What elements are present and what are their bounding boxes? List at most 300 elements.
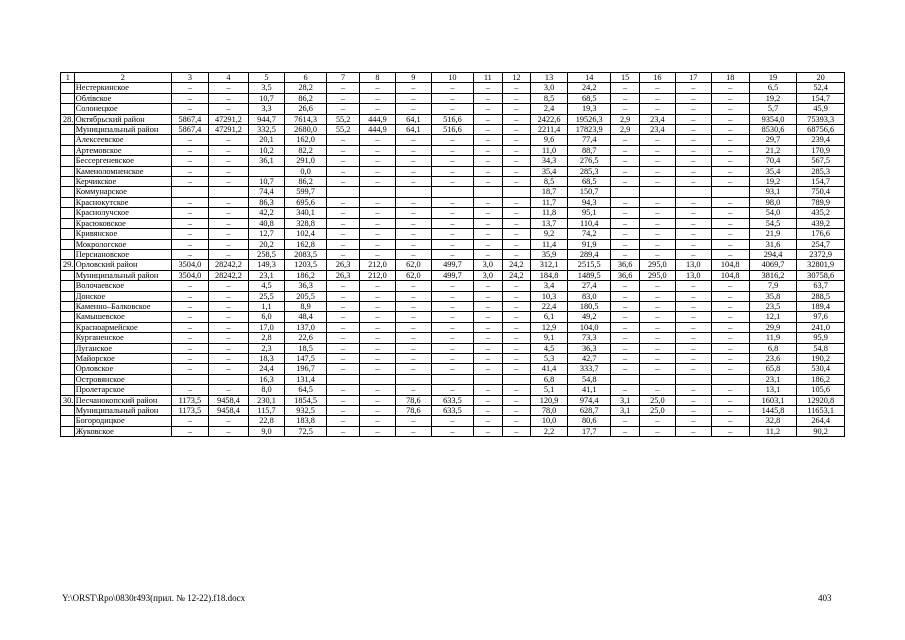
value-cell: 104,0 bbox=[568, 322, 611, 332]
value-cell: – bbox=[711, 93, 749, 103]
value-cell: – bbox=[431, 93, 473, 103]
value-cell: – bbox=[431, 83, 473, 93]
value-cell: 104,8 bbox=[711, 270, 749, 280]
value-cell: 5,1 bbox=[531, 385, 568, 395]
settlement-name: Каменно–Балковское bbox=[74, 301, 171, 311]
value-cell: 24,4 bbox=[249, 364, 285, 374]
value-cell: – bbox=[327, 229, 360, 239]
value-cell: 32,8 bbox=[749, 416, 797, 426]
value-cell: – bbox=[474, 395, 503, 405]
value-cell: – bbox=[639, 145, 675, 155]
value-cell: – bbox=[502, 218, 531, 228]
settlement-name: Орловский район bbox=[74, 260, 171, 270]
value-cell: 54,8 bbox=[797, 343, 845, 353]
header-cell: 16 bbox=[639, 73, 675, 83]
value-cell: – bbox=[208, 104, 248, 114]
value-cell: – bbox=[611, 333, 640, 343]
value-cell: – bbox=[675, 145, 711, 155]
value-cell: 12,7 bbox=[249, 229, 285, 239]
value-cell: 5,7 bbox=[749, 104, 797, 114]
value-cell: 3,5 bbox=[249, 83, 285, 93]
value-cell: – bbox=[171, 322, 208, 332]
value-cell: – bbox=[208, 93, 248, 103]
value-cell: – bbox=[675, 249, 711, 259]
value-cell: – bbox=[711, 104, 749, 114]
value-cell: – bbox=[675, 114, 711, 124]
value-cell: – bbox=[675, 312, 711, 322]
value-cell: 439,2 bbox=[797, 218, 845, 228]
value-cell bbox=[171, 374, 208, 384]
value-cell: – bbox=[474, 145, 503, 155]
value-cell: 23,5 bbox=[749, 301, 797, 311]
settlement-name: Солонецкое bbox=[74, 104, 171, 114]
value-cell: 88,7 bbox=[568, 145, 611, 155]
value-cell: – bbox=[327, 322, 360, 332]
value-cell: 294,4 bbox=[749, 249, 797, 259]
value-cell: – bbox=[208, 353, 248, 363]
value-cell: 13,0 bbox=[675, 270, 711, 280]
value-cell: – bbox=[675, 177, 711, 187]
value-cell: 6,8 bbox=[531, 374, 568, 384]
value-cell: – bbox=[502, 93, 531, 103]
value-cell: 65,8 bbox=[749, 364, 797, 374]
value-cell: – bbox=[502, 343, 531, 353]
table-row bbox=[61, 301, 845, 311]
value-cell: 41,1 bbox=[568, 385, 611, 395]
value-cell: 86,3 bbox=[249, 197, 285, 207]
value-cell: – bbox=[474, 333, 503, 343]
settlement-name: Мокрологское bbox=[74, 239, 171, 249]
row-number bbox=[61, 83, 75, 93]
value-cell: 21,9 bbox=[749, 229, 797, 239]
value-cell: 20,2 bbox=[249, 239, 285, 249]
value-cell: – bbox=[327, 426, 360, 436]
value-cell: – bbox=[431, 239, 473, 249]
value-cell: – bbox=[208, 343, 248, 353]
value-cell: – bbox=[711, 218, 749, 228]
value-cell: – bbox=[474, 197, 503, 207]
value-cell: – bbox=[639, 301, 675, 311]
table-row bbox=[61, 166, 845, 176]
value-cell: 196,7 bbox=[284, 364, 326, 374]
value-cell: – bbox=[502, 291, 531, 301]
value-cell: 180,5 bbox=[568, 301, 611, 311]
value-cell: – bbox=[639, 229, 675, 239]
value-cell: – bbox=[639, 93, 675, 103]
value-cell: – bbox=[171, 426, 208, 436]
value-cell: – bbox=[675, 406, 711, 416]
value-cell bbox=[249, 166, 285, 176]
value-cell: 241,0 bbox=[797, 322, 845, 332]
value-cell: 102,4 bbox=[284, 229, 326, 239]
value-cell: – bbox=[502, 385, 531, 395]
header-cell: 13 bbox=[531, 73, 568, 83]
value-cell: 68,5 bbox=[568, 93, 611, 103]
value-cell: 328,8 bbox=[284, 218, 326, 228]
value-cell: 2,8 bbox=[249, 333, 285, 343]
value-cell: – bbox=[431, 426, 473, 436]
value-cell: – bbox=[711, 385, 749, 395]
value-cell: – bbox=[611, 343, 640, 353]
value-cell: 4069,7 bbox=[749, 260, 797, 270]
settlement-name: Красноармейское bbox=[74, 322, 171, 332]
value-cell: – bbox=[639, 166, 675, 176]
value-cell: 23,6 bbox=[749, 353, 797, 363]
value-cell: 78,0 bbox=[531, 406, 568, 416]
header-cell: 18 bbox=[711, 73, 749, 83]
value-cell: 64,5 bbox=[284, 385, 326, 395]
value-cell: 45,9 bbox=[797, 104, 845, 114]
value-cell bbox=[359, 374, 395, 384]
settlement-name: Муниципальный район bbox=[74, 125, 171, 135]
settlement-name: Керчикское bbox=[74, 177, 171, 187]
value-cell: 1173,5 bbox=[171, 406, 208, 416]
value-cell: 3,1 bbox=[611, 406, 640, 416]
value-cell: 2083,5 bbox=[284, 249, 326, 259]
value-cell: 9,2 bbox=[531, 229, 568, 239]
value-cell: – bbox=[711, 197, 749, 207]
value-cell: – bbox=[639, 291, 675, 301]
value-cell bbox=[431, 187, 473, 197]
value-cell: 149,3 bbox=[249, 260, 285, 270]
value-cell: – bbox=[395, 301, 431, 311]
row-number bbox=[61, 416, 75, 426]
value-cell: – bbox=[474, 218, 503, 228]
row-number bbox=[61, 281, 75, 291]
value-cell: – bbox=[611, 364, 640, 374]
value-cell: 5867,4 bbox=[171, 114, 208, 124]
value-cell: – bbox=[359, 218, 395, 228]
value-cell: – bbox=[431, 281, 473, 291]
value-cell: 276,5 bbox=[568, 156, 611, 166]
value-cell: – bbox=[208, 166, 248, 176]
settlement-name: Краснолучское bbox=[74, 208, 171, 218]
value-cell: 137,0 bbox=[284, 322, 326, 332]
value-cell: – bbox=[431, 177, 473, 187]
value-cell: 78,6 bbox=[395, 406, 431, 416]
value-cell bbox=[675, 187, 711, 197]
value-cell: – bbox=[711, 364, 749, 374]
value-cell bbox=[611, 374, 640, 384]
value-cell: – bbox=[675, 416, 711, 426]
row-number bbox=[61, 291, 75, 301]
value-cell: 628,7 bbox=[568, 406, 611, 416]
value-cell: – bbox=[611, 93, 640, 103]
value-cell: – bbox=[474, 208, 503, 218]
settlement-name: Камышевское bbox=[74, 312, 171, 322]
value-cell: – bbox=[675, 322, 711, 332]
table-row bbox=[61, 229, 845, 239]
value-cell: – bbox=[327, 364, 360, 374]
value-cell: – bbox=[395, 281, 431, 291]
value-cell: 340,1 bbox=[284, 208, 326, 218]
value-cell: 1445,8 bbox=[749, 406, 797, 416]
value-cell: – bbox=[359, 364, 395, 374]
value-cell: 332,5 bbox=[249, 125, 285, 135]
value-cell: – bbox=[711, 395, 749, 405]
row-number: 29. bbox=[61, 260, 75, 270]
value-cell: 264,4 bbox=[797, 416, 845, 426]
row-number bbox=[61, 374, 75, 384]
value-cell: 9,1 bbox=[531, 333, 568, 343]
value-cell: – bbox=[611, 83, 640, 93]
header-cell: 12 bbox=[502, 73, 531, 83]
table-row bbox=[61, 260, 845, 270]
row-number: 30. bbox=[61, 395, 75, 405]
value-cell: – bbox=[431, 385, 473, 395]
value-cell: – bbox=[327, 104, 360, 114]
settlement-name: Курганенское bbox=[74, 333, 171, 343]
value-cell: – bbox=[171, 208, 208, 218]
value-cell: – bbox=[171, 249, 208, 259]
value-cell: – bbox=[711, 249, 749, 259]
value-cell: – bbox=[639, 83, 675, 93]
value-cell: – bbox=[675, 104, 711, 114]
value-cell: – bbox=[395, 156, 431, 166]
value-cell bbox=[711, 374, 749, 384]
row-number bbox=[61, 166, 75, 176]
value-cell: – bbox=[431, 301, 473, 311]
value-cell: – bbox=[711, 343, 749, 353]
value-cell: – bbox=[171, 229, 208, 239]
value-cell: – bbox=[474, 156, 503, 166]
value-cell: – bbox=[711, 301, 749, 311]
value-cell: – bbox=[611, 166, 640, 176]
value-cell: – bbox=[502, 353, 531, 363]
row-number bbox=[61, 426, 75, 436]
value-cell: – bbox=[675, 364, 711, 374]
header-cell: 19 bbox=[749, 73, 797, 83]
value-cell: 289,4 bbox=[568, 249, 611, 259]
value-cell: – bbox=[675, 197, 711, 207]
header-row bbox=[61, 73, 845, 83]
value-cell: – bbox=[395, 93, 431, 103]
value-cell bbox=[639, 187, 675, 197]
value-cell: – bbox=[327, 135, 360, 145]
value-cell: 295,0 bbox=[639, 260, 675, 270]
value-cell: 499,7 bbox=[431, 260, 473, 270]
value-cell: – bbox=[474, 312, 503, 322]
settlement-name: Богородицкое bbox=[74, 416, 171, 426]
value-cell: 11,0 bbox=[531, 145, 568, 155]
value-cell: 9458,4 bbox=[208, 406, 248, 416]
value-cell: – bbox=[395, 177, 431, 187]
value-cell: – bbox=[431, 135, 473, 145]
header-cell: 20 bbox=[797, 73, 845, 83]
value-cell: – bbox=[474, 343, 503, 353]
value-cell: – bbox=[639, 312, 675, 322]
row-number bbox=[61, 197, 75, 207]
value-cell: – bbox=[611, 385, 640, 395]
value-cell: 68756,6 bbox=[797, 125, 845, 135]
value-cell: – bbox=[611, 135, 640, 145]
value-cell: – bbox=[327, 312, 360, 322]
value-cell: – bbox=[711, 229, 749, 239]
value-cell: – bbox=[431, 218, 473, 228]
value-cell: – bbox=[359, 406, 395, 416]
value-cell: 24,2 bbox=[502, 260, 531, 270]
value-cell: – bbox=[431, 353, 473, 363]
value-cell: – bbox=[327, 145, 360, 155]
settlement-name: Облівское bbox=[74, 93, 171, 103]
row-number bbox=[61, 343, 75, 353]
settlement-name: Алексеевское bbox=[74, 135, 171, 145]
value-cell: 170,9 bbox=[797, 145, 845, 155]
value-cell: 23,4 bbox=[639, 125, 675, 135]
settlement-name: Красюковское bbox=[74, 218, 171, 228]
table-row bbox=[61, 343, 845, 353]
value-cell: – bbox=[359, 426, 395, 436]
header-cell: 14 bbox=[568, 73, 611, 83]
value-cell: 2,9 bbox=[611, 125, 640, 135]
value-cell: 36,6 bbox=[611, 260, 640, 270]
value-cell: 54,0 bbox=[749, 208, 797, 218]
table-row bbox=[61, 249, 845, 259]
row-number bbox=[61, 385, 75, 395]
value-cell: – bbox=[711, 312, 749, 322]
value-cell: 154,7 bbox=[797, 93, 845, 103]
value-cell: – bbox=[611, 322, 640, 332]
table-row bbox=[61, 145, 845, 155]
value-cell: – bbox=[502, 125, 531, 135]
value-cell: – bbox=[639, 333, 675, 343]
value-cell: – bbox=[171, 301, 208, 311]
value-cell: – bbox=[359, 177, 395, 187]
value-cell: 444,9 bbox=[359, 114, 395, 124]
value-cell: 9354,0 bbox=[749, 114, 797, 124]
row-number bbox=[61, 104, 75, 114]
value-cell: – bbox=[359, 301, 395, 311]
value-cell: – bbox=[639, 353, 675, 363]
value-cell: – bbox=[502, 416, 531, 426]
value-cell: – bbox=[171, 177, 208, 187]
row-number bbox=[61, 229, 75, 239]
value-cell: 86,2 bbox=[284, 93, 326, 103]
value-cell: 34,3 bbox=[531, 156, 568, 166]
value-cell: – bbox=[171, 156, 208, 166]
row-number bbox=[61, 239, 75, 249]
value-cell: 254,7 bbox=[797, 239, 845, 249]
table-row bbox=[61, 406, 845, 416]
value-cell: 28,2 bbox=[284, 83, 326, 93]
value-cell: 12920,8 bbox=[797, 395, 845, 405]
table-row bbox=[61, 93, 845, 103]
value-cell: – bbox=[611, 301, 640, 311]
value-cell: 22,4 bbox=[531, 301, 568, 311]
value-cell: 291,0 bbox=[284, 156, 326, 166]
table-row bbox=[61, 197, 845, 207]
value-cell: – bbox=[502, 364, 531, 374]
table-row bbox=[61, 114, 845, 124]
value-cell: – bbox=[171, 312, 208, 322]
row-number bbox=[61, 249, 75, 259]
value-cell: 64,1 bbox=[395, 125, 431, 135]
settlement-name: Кривянское bbox=[74, 229, 171, 239]
value-cell: – bbox=[611, 426, 640, 436]
value-cell: – bbox=[171, 353, 208, 363]
value-cell: 974,4 bbox=[568, 395, 611, 405]
value-cell: 12,9 bbox=[531, 322, 568, 332]
value-cell: – bbox=[431, 229, 473, 239]
value-cell: – bbox=[208, 312, 248, 322]
value-cell: – bbox=[208, 291, 248, 301]
value-cell: 4,5 bbox=[249, 281, 285, 291]
value-cell: 35,4 bbox=[531, 166, 568, 176]
value-cell: – bbox=[675, 156, 711, 166]
value-cell: – bbox=[431, 343, 473, 353]
value-cell: – bbox=[327, 416, 360, 426]
value-cell: – bbox=[431, 291, 473, 301]
table-row bbox=[61, 291, 845, 301]
value-cell: – bbox=[474, 83, 503, 93]
value-cell: 52,4 bbox=[797, 83, 845, 93]
value-cell: 11,8 bbox=[531, 208, 568, 218]
value-cell: – bbox=[395, 239, 431, 249]
value-cell: 36,1 bbox=[249, 156, 285, 166]
value-cell: – bbox=[327, 208, 360, 218]
value-cell: – bbox=[639, 249, 675, 259]
value-cell: – bbox=[359, 333, 395, 343]
value-cell: 189,4 bbox=[797, 301, 845, 311]
value-cell: 184,8 bbox=[531, 270, 568, 280]
value-cell: 312,1 bbox=[531, 260, 568, 270]
row-number bbox=[61, 353, 75, 363]
table-row bbox=[61, 218, 845, 228]
value-cell: 19,2 bbox=[749, 177, 797, 187]
value-cell: – bbox=[611, 239, 640, 249]
value-cell: 176,6 bbox=[797, 229, 845, 239]
value-cell: – bbox=[502, 114, 531, 124]
value-cell: – bbox=[359, 322, 395, 332]
row-number bbox=[61, 145, 75, 155]
value-cell: 18,7 bbox=[531, 187, 568, 197]
value-cell: 3,0 bbox=[531, 83, 568, 93]
value-cell: – bbox=[208, 239, 248, 249]
value-cell bbox=[395, 374, 431, 384]
value-cell: 55,2 bbox=[327, 114, 360, 124]
value-cell: 10,3 bbox=[531, 291, 568, 301]
value-cell: – bbox=[395, 135, 431, 145]
row-number bbox=[61, 187, 75, 197]
value-cell: 13,7 bbox=[531, 218, 568, 228]
value-cell bbox=[171, 187, 208, 197]
value-cell: – bbox=[359, 104, 395, 114]
value-cell: – bbox=[639, 281, 675, 291]
value-cell: 40,8 bbox=[249, 218, 285, 228]
value-cell: – bbox=[502, 166, 531, 176]
value-cell: 28242,2 bbox=[208, 260, 248, 270]
value-cell: – bbox=[711, 333, 749, 343]
value-cell: – bbox=[711, 353, 749, 363]
row-number bbox=[61, 156, 75, 166]
table-row bbox=[61, 239, 845, 249]
value-cell: – bbox=[171, 145, 208, 155]
table-row bbox=[61, 156, 845, 166]
value-cell: 789,9 bbox=[797, 197, 845, 207]
value-cell: – bbox=[359, 249, 395, 259]
value-cell: 633,5 bbox=[431, 395, 473, 405]
header-cell: 6 bbox=[284, 73, 326, 83]
value-cell: 94,3 bbox=[568, 197, 611, 207]
value-cell bbox=[502, 187, 531, 197]
value-cell: 22,6 bbox=[284, 333, 326, 343]
value-cell: – bbox=[611, 312, 640, 322]
value-cell: – bbox=[711, 239, 749, 249]
value-cell: 162,8 bbox=[284, 239, 326, 249]
table-row bbox=[61, 312, 845, 322]
value-cell: – bbox=[208, 208, 248, 218]
value-cell: 6,0 bbox=[249, 312, 285, 322]
